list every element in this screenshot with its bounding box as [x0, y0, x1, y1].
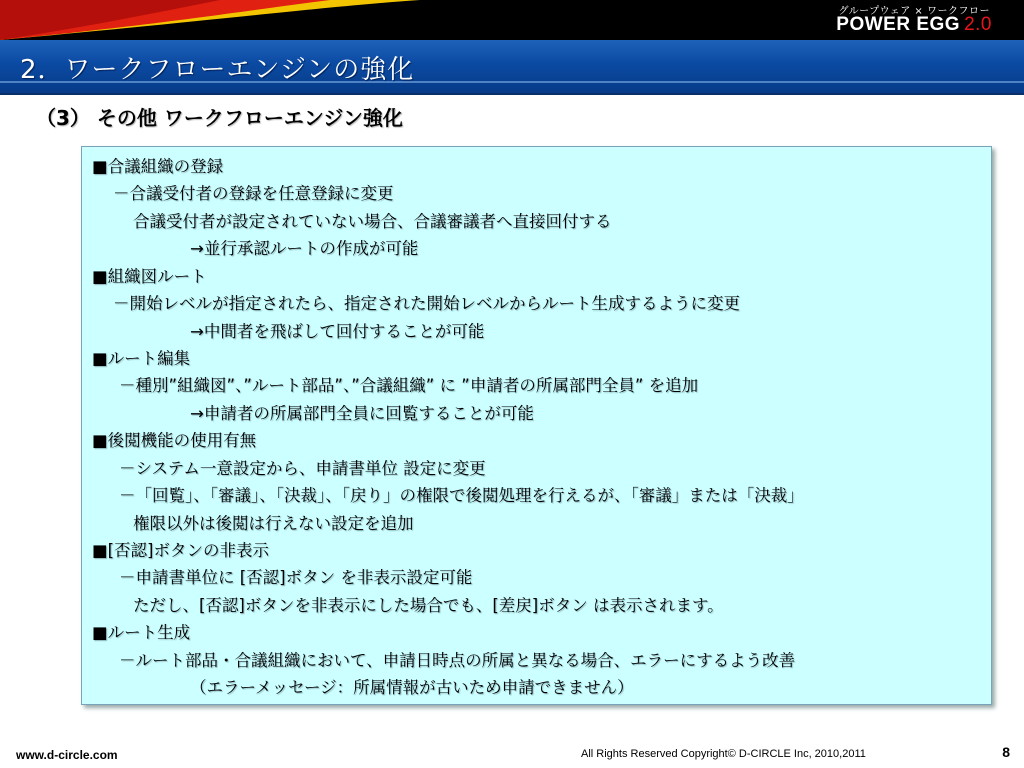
header-band: [0, 0, 1024, 40]
footer-copyright: All Rights Reserved Copyright© D-CIRCLE Inc, 2010,2011: [581, 748, 866, 760]
content-box: [81, 146, 992, 705]
content-line: ■ルート編集: [92, 349, 191, 368]
content-line: →中間者を飛ばして回付することが可能: [190, 322, 485, 341]
content-line: －「回覧」、「審議」、「決裁」、「戻り」の権限で後閲処理を行えるが、「審議」または「決裁」: [119, 486, 804, 505]
brand-name: POWER EGG: [836, 14, 961, 35]
content-line: ■後閲機能の使用有無: [92, 431, 257, 450]
content-line: －システム一意設定から、申請書単位 設定に変更: [119, 459, 486, 478]
content-line: ■合議組織の登録: [92, 157, 224, 176]
brand-tagline: グループウェア × ワークフロー: [838, 6, 990, 17]
content-line: →並行承認ルートの作成が可能: [190, 239, 419, 258]
page-title: 2．ワークフローエンジンの強化: [20, 55, 415, 85]
content-line: 権限以外は後閲は行えない設定を追加: [133, 514, 414, 533]
brand-version: 2.0: [964, 14, 992, 35]
content-line: →申請者の所属部門全員に回覧することが可能: [190, 404, 534, 423]
content-line: ただし、[否認]ボタンを非表示にした場合でも、[差戻]ボタン は表示されます。: [133, 596, 724, 615]
content-line: －種別”組織図”、”ルート部品”、”合議組織” に ”申請者の所属部門全員” を追加: [119, 376, 699, 395]
content-line: －合議受付者の登録を任意登録に変更: [113, 184, 394, 203]
brand-logo: [836, 14, 992, 36]
content-line: （エラーメッセージ：所属情報が古いため申請できません）: [190, 678, 634, 697]
section-subtitle: （3） その他 ワークフローエンジン強化: [36, 106, 403, 130]
content-line: ■[否認]ボタンの非表示: [92, 541, 269, 560]
content-line: ■ルート生成: [92, 623, 191, 642]
content-line: －申請書単位に [否認]ボタン を非表示設定可能: [119, 568, 473, 587]
footer-website-link[interactable]: www.d-circle.com: [16, 748, 118, 762]
content-line: －ルート部品・合議組織において、申請日時点の所属と異なる場合、エラーにするよう改善: [119, 651, 796, 670]
content-line: 合議受付者が設定されていない場合、合議審議者へ直接回付する: [133, 212, 612, 231]
page-number: 8: [1002, 744, 1010, 760]
content-line: －開始レベルが指定されたら、指定された開始レベルからルート生成するように変更: [113, 294, 740, 313]
content-line: ■組織図ルート: [92, 267, 207, 286]
